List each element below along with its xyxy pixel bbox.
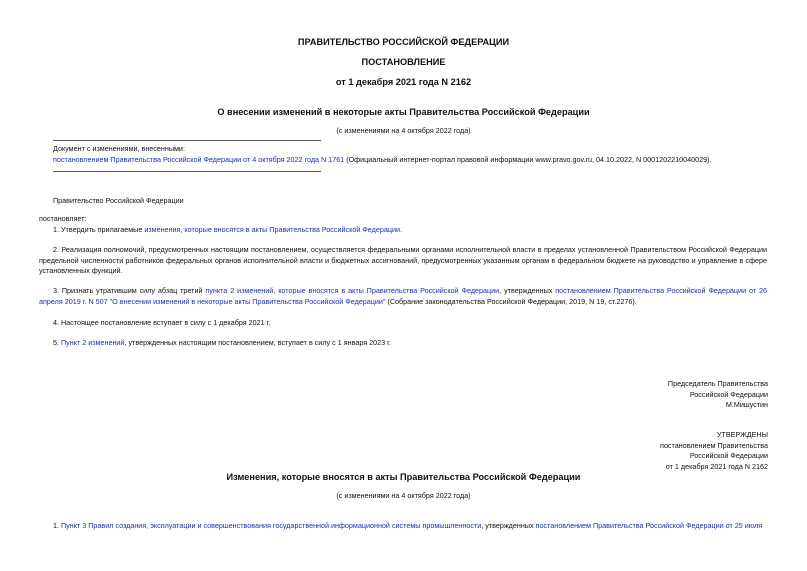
- approved-heading: УТВЕРЖДЕНЫ: [716, 430, 768, 439]
- point-2-link[interactable]: пункта 2 изменений, которые вносятся в акты Правительства Российской Федерации: [205, 286, 500, 295]
- decree-link[interactable]: постановлением Правительства Российской Федерации от 25 июля: [535, 521, 763, 530]
- document-title: О внесении изменений в некоторые акты Правительства Российской Федерации: [217, 107, 590, 117]
- changes-annex-link[interactable]: изменения, которые вносятся в акты Правительства Российской Федерации: [144, 225, 400, 234]
- decrees-line: постановляет:: [39, 214, 87, 223]
- decree-507-link[interactable]: постановлением Правительства Российской Федерации от 26 апреля 2019 г. N 507 "О внесении изменений в некоторые акты Правительства Российской Федерации": [39, 286, 768, 306]
- paragraph-5: 5. Пункт 2 изменений, утвержденных настоящим постановлением, вступает в силу с 1 января 2023 г.: [53, 338, 391, 347]
- paragraph-2: 2. Реализация полномочий, предусмотренных настоящим постановлением, осуществляется федеральными органами исполнительной власти в пределах установленной Правительством Российской Федерации предельной численности работников федеральных органов исполнительной власти и бюджетных ассигнований, предусмотренных указанным органам в федеральном бюджете на руководство и управление в сфере установленных функций.: [39, 245, 767, 276]
- org-heading: ПРАВИТЕЛЬСТВО РОССИЙСКОЙ ФЕДЕРАЦИИ: [297, 37, 510, 47]
- approved-date: от 1 декабря 2021 года N 2162: [665, 461, 768, 471]
- bottom-divider: [53, 171, 321, 172]
- changes-source: (Официальный интернет-портал правовой информации www.pravo.gov.ru, 04.10.2022, N 0001202210040029).: [344, 155, 712, 164]
- changes-label: Документ с изменениями, внесенными:: [53, 144, 185, 153]
- date-number-heading: от 1 декабря 2021 года N 2162: [335, 77, 472, 87]
- approved-by: постановлением Правительства: [660, 440, 768, 450]
- signature-name: М.Мишустин: [725, 400, 768, 410]
- annex-amended-note: (с изменениями на 4 октября 2022 года): [336, 491, 471, 500]
- doc-type-heading: ПОСТАНОВЛЕНИЕ: [361, 57, 446, 67]
- approved-block: [500, 430, 768, 472]
- paragraph-4: 4. Настоящее постановление вступает в силу с 1 декабря 2021 г.: [53, 318, 271, 327]
- point-2-changes-link[interactable]: Пункт 2 изменений: [61, 338, 125, 347]
- amended-note: (с изменениями на 4 октября 2022 года): [336, 126, 471, 135]
- signature-position: Председатель Правительства: [667, 379, 768, 388]
- approved-country: Российской Федерации: [689, 451, 768, 461]
- top-divider: [53, 140, 321, 141]
- paragraph-1: 1. Утвердить прилагаемые изменения, которые вносятся в акты Правительства Российской Федерации.: [53, 225, 402, 234]
- annex-title: Изменения, которые вносятся в акты Правительства Российской Федерации: [226, 472, 581, 482]
- signature-country: Российской Федерации: [689, 389, 768, 399]
- annex-paragraph-1: 1. Пункт 3 Правил создания, эксплуатации и совершенствования государственной информационной системы промышленности, утвержденных постановлением Правительства Российской Федерации от 25 июля: [53, 521, 763, 530]
- rules-link[interactable]: Пункт 3 Правил создания, эксплуатации и совершенствования государственной информационной системы промышленности: [61, 521, 482, 530]
- government-line: Правительство Российской Федерации: [53, 196, 184, 205]
- amendment-link[interactable]: постановлением Правительства Российской Федерации от 4 октября 2022 года N 1761: [53, 155, 345, 164]
- changes-line: [53, 155, 773, 166]
- signature-block: [500, 379, 768, 411]
- paragraph-3: 3. Признать утратившим силу абзац третий пункта 2 изменений, которые вносятся в акты Правительства Российской Федерации, утвержденных постановлением Правительства Российской Федерации от 26 апреля 2019 г. N 507 "О внесении изменений в некоторые акты Правительства Российской Федерации" (Собрание законодательства Российской Федерации, 2019, N 19, ст.2276).: [39, 286, 768, 306]
